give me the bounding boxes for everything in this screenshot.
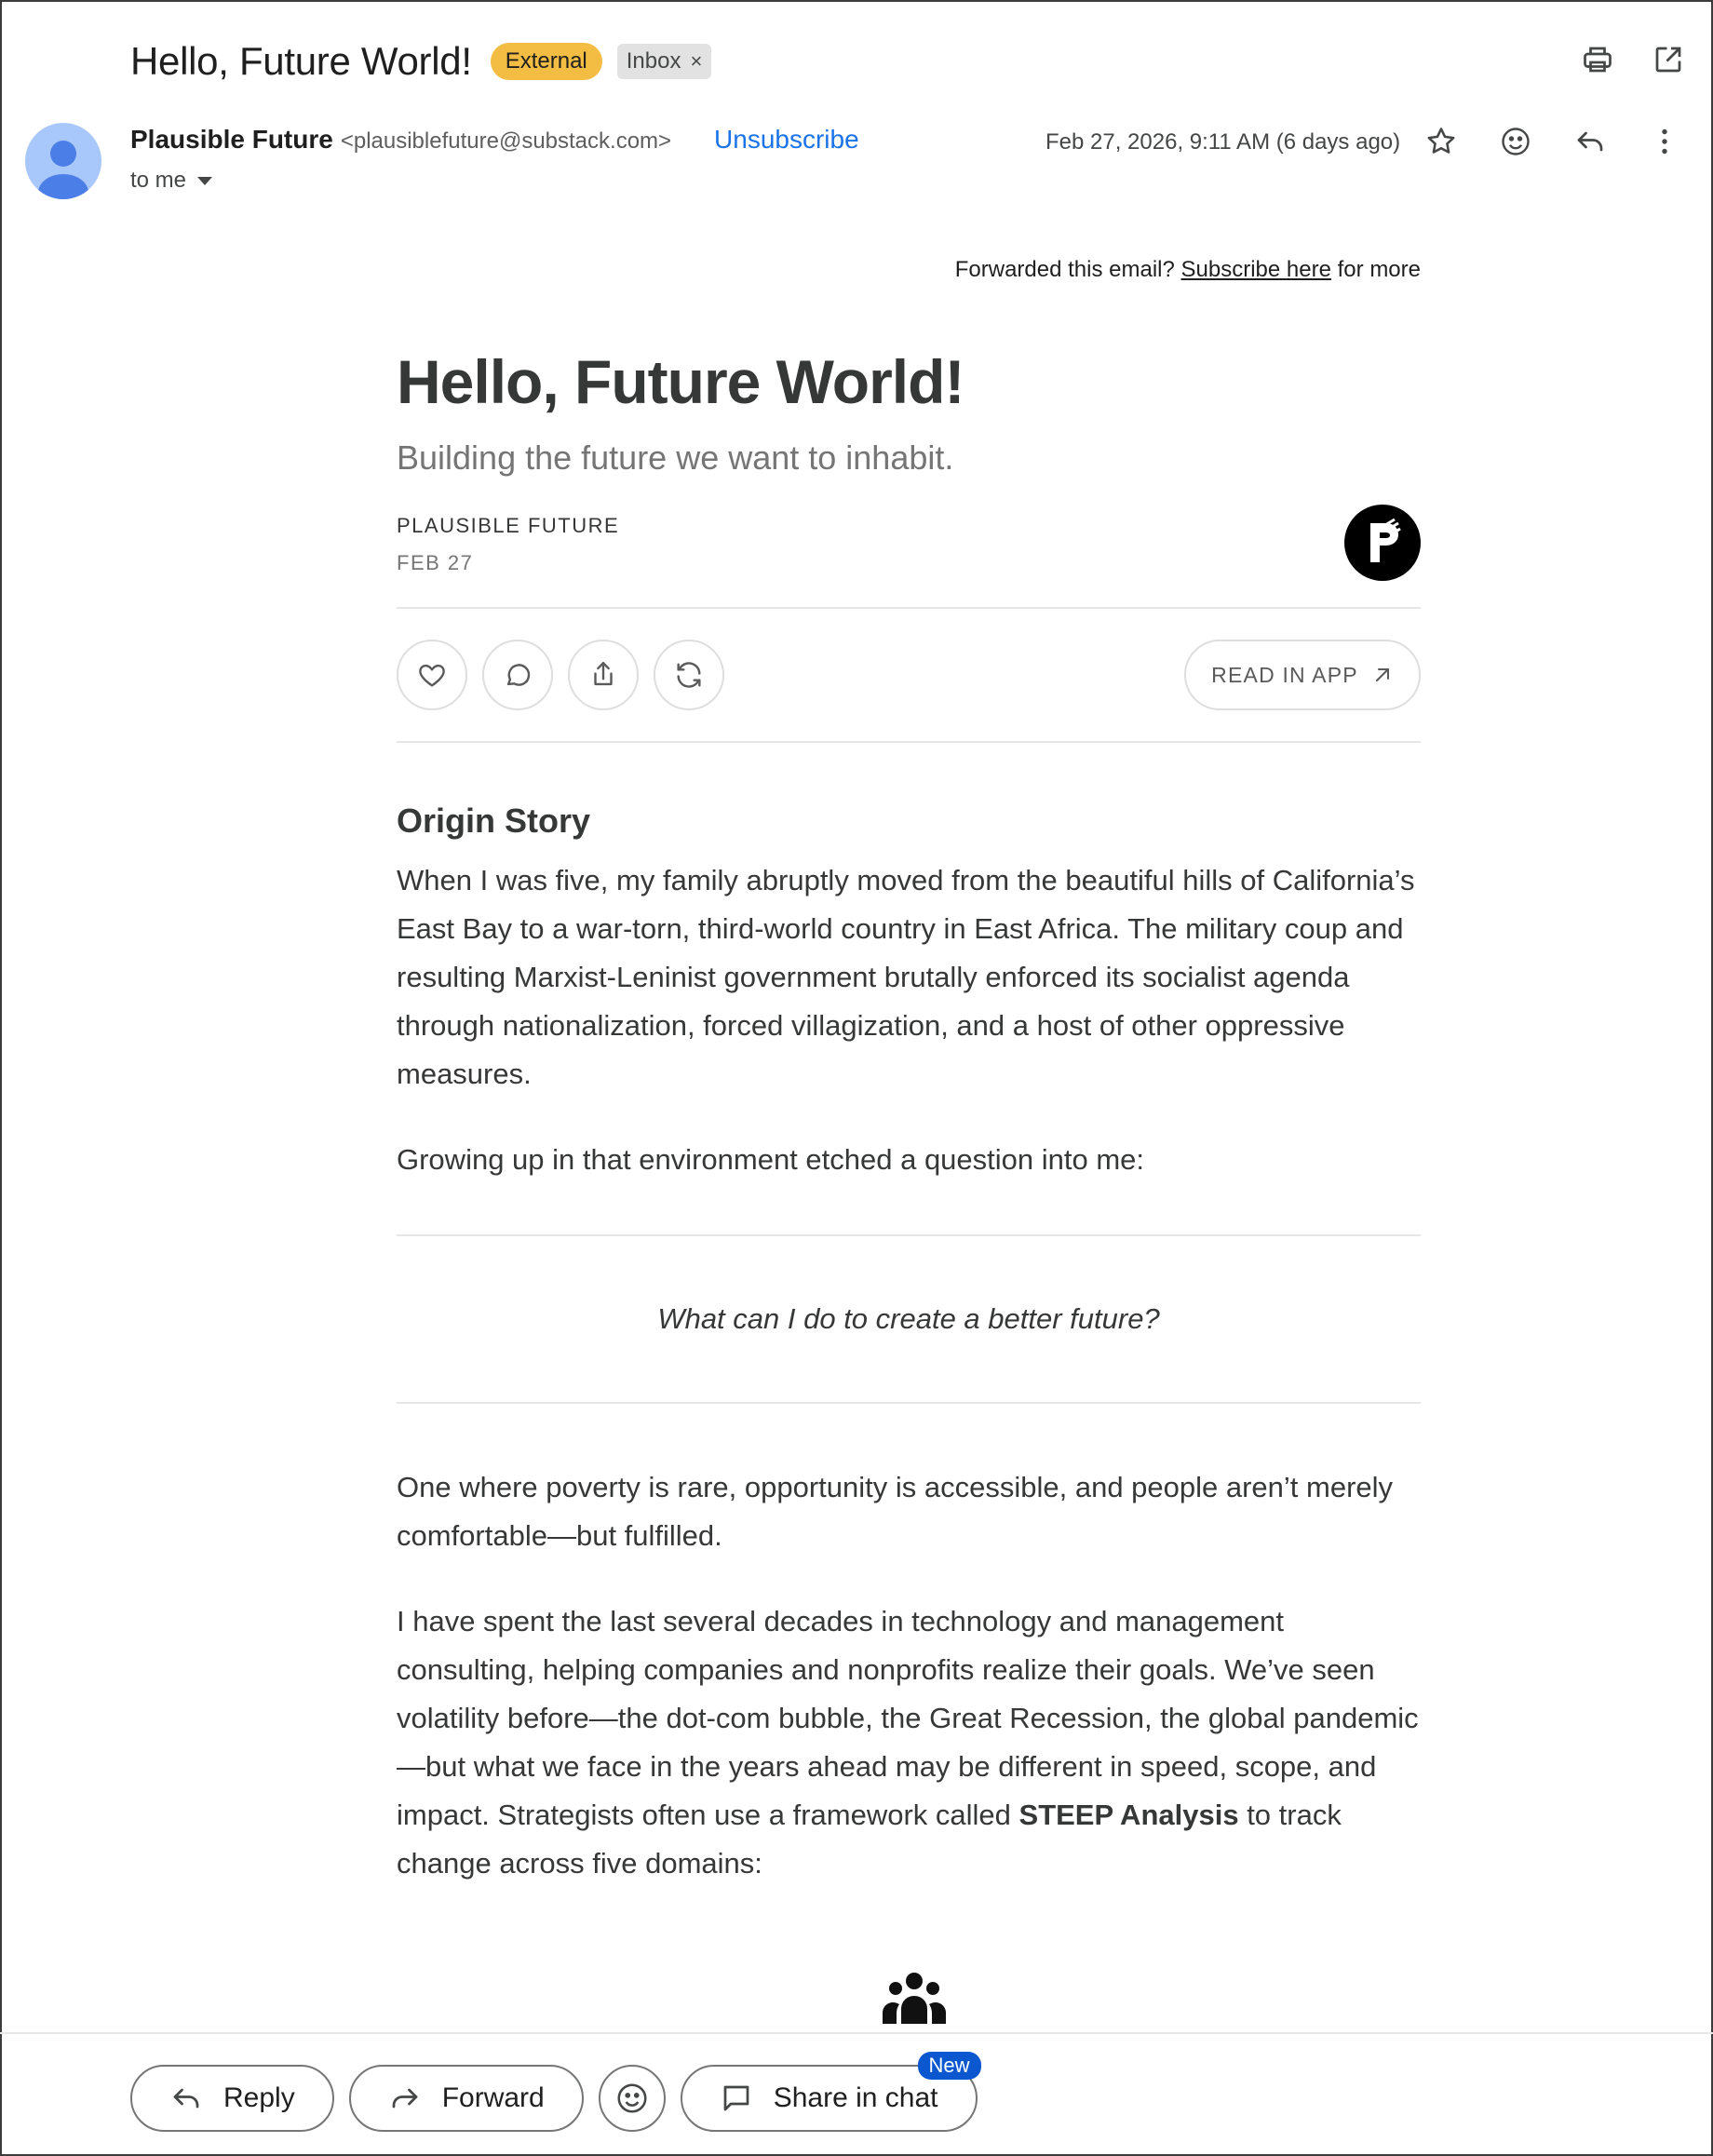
share-in-chat-button[interactable] (681, 2054, 978, 2132)
paragraph-1: When I was five, my family abruptly moved from the beautiful hills of California’s East Bay to a war-torn, third-world country in East Africa. The military coup and resulting Marxist-Leninist government brutally enforced its socialist agenda through nationalization, forced villagization, and a host of other oppressive measures. (397, 864, 1415, 1090)
paragraph-4 (397, 1597, 1421, 1888)
label-inbox[interactable] (617, 44, 712, 79)
publication-logo-mark (1344, 505, 1421, 581)
forward-icon (388, 2082, 422, 2115)
paragraph-4-text: I have spent the last several decades in technology and management consulting, helping companies and nonprofits realize their goals. We’ve seen volatility before—the dot-com bubble, the Great Recession, the global pandemic—but what we face in the years ahead may be different in speed, scope, and impact. Strategists often use a framework called (397, 1605, 1419, 1831)
person-icon (25, 123, 101, 199)
subject-row (130, 35, 711, 88)
recipient-details[interactable] (130, 168, 212, 194)
newsletter-body (397, 344, 1421, 1888)
comment-button[interactable] (482, 640, 553, 710)
paragraph-4-end: to track change across five domains: (397, 1799, 1342, 1880)
share-button[interactable] (568, 640, 639, 710)
sender-name[interactable]: Plausible Future (130, 125, 333, 154)
divider (397, 741, 1421, 743)
forward-button[interactable] (349, 2065, 584, 2132)
share-in-chat-label: Share in chat (773, 2082, 938, 2113)
chevron-down-icon[interactable] (197, 177, 212, 185)
restack-button[interactable] (654, 640, 724, 710)
more-options-icon[interactable] (1648, 125, 1681, 163)
reply-bar (130, 2054, 992, 2132)
forwarded-prefix: Forwarded this email? (954, 257, 1175, 282)
label-inbox-text: Inbox (626, 48, 681, 74)
sender-avatar[interactable] (25, 123, 101, 199)
add-reaction-icon[interactable] (1499, 125, 1532, 163)
heart-icon (416, 659, 448, 691)
sender-email: <plausiblefuture@substack.com> (340, 128, 672, 154)
label-external: External (491, 43, 602, 80)
thread-toolbar (1581, 43, 1685, 81)
emoji-reaction-button[interactable] (599, 2065, 666, 2132)
publication-name[interactable]: PLAUSIBLE FUTURE (397, 514, 620, 537)
paragraph-2: Growing up in that environment etched a question into me: (397, 1143, 1145, 1176)
people-group-icon (881, 1972, 948, 2024)
post-action-bar (397, 609, 1421, 741)
chat-icon (720, 2082, 753, 2115)
smiley-icon (614, 2081, 650, 2116)
forward-label: Forward (441, 2082, 545, 2113)
star-icon[interactable] (1424, 125, 1458, 163)
bottom-separator (0, 2032, 1713, 2034)
post-subtitle: Building the future we want to inhabit. (397, 438, 954, 477)
reply-button[interactable] (130, 2065, 334, 2132)
forwarded-suffix: for more (1337, 257, 1421, 282)
reply-icon[interactable] (1573, 125, 1607, 163)
remove-label-icon[interactable]: × (690, 49, 703, 73)
email-subject: Hello, Future World! (130, 39, 472, 83)
pull-quote: What can I do to create a better future? (397, 1234, 1421, 1404)
comment-icon (502, 659, 533, 691)
reply-icon (169, 2082, 203, 2115)
subscribe-link[interactable]: Subscribe here (1180, 257, 1331, 282)
share-icon (587, 659, 619, 691)
steep-analysis-term: STEEP Analysis (1018, 1799, 1239, 1831)
open-in-new-window-icon[interactable] (1652, 43, 1685, 81)
sender-row (130, 125, 859, 155)
read-in-app-label: READ IN APP (1211, 662, 1358, 687)
post-meta (397, 514, 1421, 607)
new-badge: New (918, 2052, 981, 2080)
unsubscribe-link[interactable]: Unsubscribe (714, 125, 859, 154)
read-in-app-button[interactable] (1184, 640, 1421, 710)
email-date: Feb 27, 2026, 9:11 AM (6 days ago) (1045, 129, 1401, 155)
print-icon[interactable] (1581, 43, 1614, 81)
message-actions (1424, 125, 1681, 163)
restack-icon (673, 659, 705, 691)
post-date: FEB 27 (397, 551, 474, 574)
forwarded-notice (955, 257, 1421, 283)
post-title[interactable]: Hello, Future World! (397, 347, 964, 416)
publication-logo[interactable] (1344, 505, 1421, 581)
section-heading: Origin Story (397, 802, 591, 840)
recipient-text: to me (130, 168, 187, 193)
like-button[interactable] (397, 640, 467, 710)
reply-label: Reply (223, 2082, 295, 2113)
paragraph-3: One where poverty is rare, opportunity is accessible, and people aren’t merely comfortable—but fulfilled. (397, 1471, 1394, 1552)
arrow-up-right-icon (1371, 664, 1394, 686)
